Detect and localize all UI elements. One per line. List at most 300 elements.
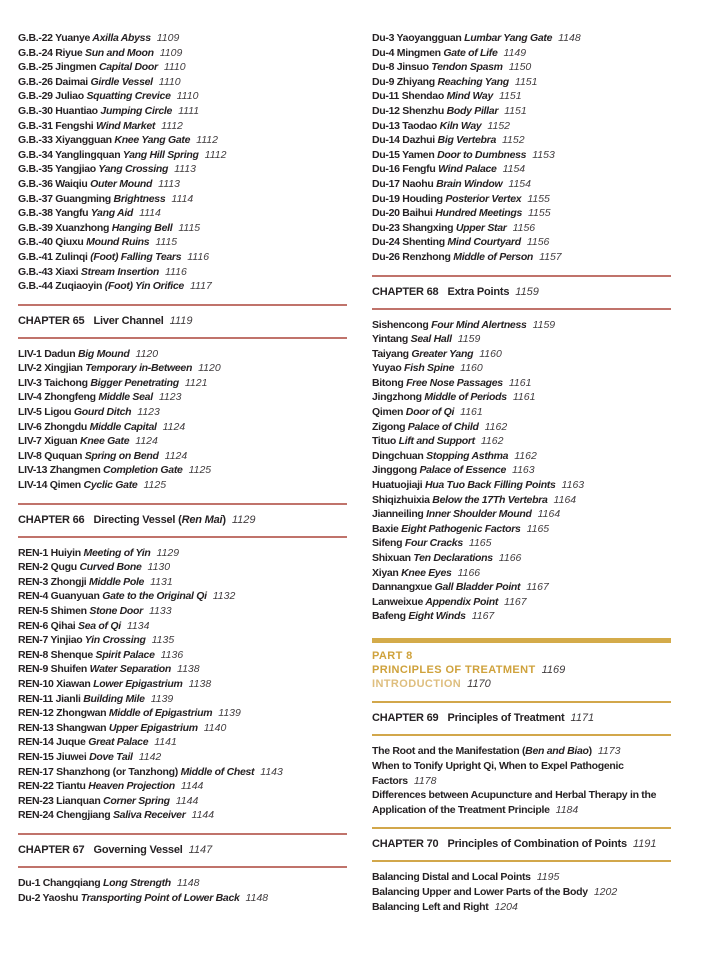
- entry-label: Du-24 Shenting: [372, 236, 445, 249]
- toc-entry: [372, 89, 671, 104]
- entry-label: Shiqizhuixia: [372, 493, 430, 506]
- toc-entry: [18, 60, 347, 75]
- entry-subtitle: Yang Hill Spring: [120, 148, 199, 161]
- toc-entry: [18, 721, 347, 736]
- entry-page-number: 1167: [504, 595, 527, 608]
- entry-label: Yuyao: [372, 362, 402, 375]
- entry-page-number: 1138: [177, 663, 200, 676]
- toc-entry: [18, 648, 347, 663]
- entry-subtitle: Middle of Chest: [177, 765, 255, 778]
- entry-label: Du-19 Houding: [372, 192, 443, 205]
- entry-label: LIV-8 Ququan: [18, 449, 83, 462]
- entry-label: Taiyang: [372, 347, 409, 360]
- entry-page-number: 1165: [468, 537, 492, 550]
- entry-subtitle: Mind Way: [443, 90, 493, 103]
- entry-label: REN-7 Yinjiao: [18, 634, 83, 647]
- entry-label: REN-6 Qihai: [18, 619, 76, 632]
- entry-label: Du-13 Taodao: [372, 119, 438, 132]
- toc-entry: [18, 876, 347, 891]
- toc-entry: [372, 75, 671, 90]
- part-heading: [372, 638, 671, 691]
- entry-page-number: 1154: [508, 177, 531, 190]
- entry-page-number: 1163: [512, 464, 535, 477]
- toc-entry: [372, 478, 671, 493]
- toc-entry: [18, 279, 347, 294]
- toc-entry: [18, 119, 347, 134]
- entry-subtitle: Brain Window: [433, 177, 503, 190]
- toc-entry: [18, 192, 347, 207]
- entry-subtitle: Axilla Abyss: [90, 32, 151, 44]
- entry-subtitle: Long Strength: [100, 876, 171, 889]
- toc-entry: [372, 60, 671, 75]
- entry-page-number: 1148: [176, 876, 200, 889]
- entry-page-number: 1133: [148, 605, 172, 617]
- toc-entry: [372, 361, 671, 376]
- part-page-number: 1169: [541, 663, 566, 676]
- toc-entry: [372, 162, 671, 177]
- entry-label: REN-22 Tiantu: [18, 780, 86, 793]
- entry-label: Balancing Distal and Local Points: [372, 871, 531, 884]
- entry-page-number: 1142: [138, 750, 162, 763]
- entry-page-number: 1115: [178, 221, 201, 234]
- entry-subtitle: Middle Capital: [87, 420, 157, 433]
- entry-subtitle: Cyclic Gate: [80, 479, 138, 492]
- part-label: PART 8: [372, 649, 413, 662]
- entry-subtitle: Reaching Yang: [434, 75, 509, 88]
- entry-label: Du-16 Fengfu: [372, 163, 436, 176]
- entry-label: G.B.-22 Yuanye: [18, 32, 91, 44]
- entry-page-number: 1161: [512, 391, 536, 404]
- entry-label: Dannangxue: [372, 581, 433, 594]
- entry-subtitle: Saliva Receiver: [110, 809, 186, 822]
- entry-subtitle: Stream Insertion: [78, 265, 159, 278]
- toc-entry: [372, 250, 671, 265]
- entry-page-number: 1112: [204, 148, 227, 161]
- chapter-label: CHAPTER 69: [372, 712, 439, 725]
- entry-page-number: 1123: [158, 391, 182, 404]
- entry-label: Jianneiling: [372, 508, 424, 521]
- toc-entry: [18, 206, 347, 221]
- entry-subtitle: Squatting Crevice: [83, 90, 171, 103]
- entry-label: Du-1 Changqiang: [18, 876, 101, 889]
- entry-subtitle: Door to Dumbness: [434, 148, 527, 161]
- toc-entry: [18, 589, 347, 604]
- entry-label: REN-15 Jiuwei: [18, 750, 87, 763]
- toc-entry: [18, 376, 347, 391]
- entry-page-number: 1112: [196, 134, 218, 147]
- toc-entry: [372, 434, 671, 449]
- entry-page-number: 1110: [158, 75, 181, 88]
- entry-page-number: 1130: [147, 561, 171, 574]
- entry-subtitle: Curved Bone: [76, 561, 142, 574]
- entry-page-number: 1162: [484, 420, 508, 433]
- entry-label: LIV-7 Xiguan: [18, 435, 78, 448]
- entry-subtitle: Upper Star: [453, 221, 507, 234]
- entry-page-number: 1135: [151, 634, 175, 647]
- entry-page-number: 1109: [156, 32, 180, 44]
- entry-label: REN-23 Lianquan: [18, 794, 101, 807]
- chapter-title: Principles of Treatment: [447, 712, 565, 725]
- entry-page-number: 1144: [175, 794, 199, 807]
- entry-page-number: 1160: [479, 347, 502, 360]
- entry-subtitle: Yin Crossing: [82, 634, 146, 647]
- chapter-title: Governing Vessel: [93, 843, 183, 856]
- entry-subtitle: Hundred Meetings: [432, 207, 522, 220]
- toc-entry: [18, 361, 347, 376]
- entry-page-number: 1166: [498, 552, 522, 564]
- entry-subtitle: Middle Seal: [95, 391, 153, 404]
- toc-entry: [372, 900, 671, 915]
- entry-label: Dingchuan: [372, 449, 424, 462]
- toc-entry: [18, 390, 347, 405]
- entry-page-number: 1155: [527, 207, 551, 220]
- chapter-label: CHAPTER 68: [372, 285, 439, 298]
- entry-subtitle: Gourd Ditch: [71, 406, 132, 419]
- entry-label: REN-8 Shenque: [18, 648, 93, 661]
- entry-label: Balancing Left and Right: [372, 900, 489, 913]
- toc-column-left: [18, 31, 347, 905]
- toc-entry: [372, 390, 671, 405]
- toc-entry: [372, 133, 671, 148]
- entry-label: Shixuan: [372, 552, 411, 564]
- toc-entry: [18, 177, 347, 192]
- entry-page-number: 1109: [159, 46, 183, 59]
- entry-label: LIV-13 Zhangmen: [18, 464, 101, 477]
- toc-entry: [18, 677, 347, 692]
- toc-entry: [18, 265, 347, 280]
- entry-subtitle: Capital Door: [96, 61, 158, 74]
- entry-label: REN-13 Shangwan: [18, 721, 107, 734]
- entry-page-number: 1148: [245, 891, 269, 904]
- entry-subtitle: Outer Mound: [87, 177, 153, 190]
- toc-entry: [18, 706, 347, 721]
- toc-entry: [18, 794, 347, 809]
- entry-label: REN-4 Guanyuan: [18, 590, 100, 603]
- chapter-heading: [372, 701, 671, 736]
- toc-entry: [18, 449, 347, 464]
- entry-label: LIV-6 Zhongdu: [18, 420, 88, 433]
- entry-page-number: 1173: [597, 745, 621, 758]
- toc-entry: [372, 551, 671, 566]
- toc-entry: [18, 779, 347, 794]
- entry-label: REN-9 Shuifen: [18, 663, 88, 676]
- entry-page-number: 1131: [150, 575, 173, 588]
- toc-entry: [372, 507, 671, 522]
- entry-subtitle: Mind Courtyard: [444, 236, 521, 249]
- entry-subtitle: Fish Spine: [401, 362, 455, 375]
- chapter-title: Extra Points: [447, 285, 510, 298]
- entry-page-number: 1162: [514, 449, 537, 462]
- entry-subtitle: Seal Hall: [408, 333, 452, 346]
- entry-page-number: 1164: [537, 508, 561, 521]
- entry-page-number: 1159: [532, 318, 556, 331]
- entry-subtitle: (Foot) Falling Tears: [87, 250, 182, 263]
- entry-subtitle: Middle Pole: [86, 575, 145, 588]
- toc-entry: [18, 575, 347, 590]
- entry-label: Du-14 Dazhui: [372, 134, 435, 147]
- toc-entry: [18, 765, 347, 780]
- chapter-label: CHAPTER 67: [18, 843, 85, 856]
- toc-entry: [372, 221, 671, 236]
- entry-label: G.B.-25 Jingmen: [18, 61, 97, 74]
- toc-entry: [372, 870, 671, 885]
- entry-subtitle: Big Vertebra: [434, 134, 496, 147]
- entry-page-number: 1110: [163, 61, 186, 74]
- entry-label: Yintang: [372, 333, 409, 346]
- entry-label: LIV-3 Taichong: [18, 376, 88, 389]
- chapter-page-number: 1129: [231, 513, 256, 526]
- entry-label: Huatuojiaji: [372, 479, 423, 492]
- entry-label: G.B.-41 Zulinqi: [18, 250, 88, 263]
- toc-entry-group: [372, 870, 671, 914]
- entry-page-number: 1115: [155, 236, 178, 249]
- entry-subtitle: Lift and Support: [395, 435, 475, 448]
- toc-entry: [18, 662, 347, 677]
- entry-page-number: 1124: [135, 435, 158, 448]
- toc-entry: [372, 609, 671, 624]
- entry-subtitle: Four Mind Alertness: [428, 318, 527, 331]
- entry-subtitle: Stone Door: [86, 605, 143, 617]
- entry-subtitle: Tendon Spasm: [428, 61, 503, 74]
- entry-label: REN-10 Xiawan: [18, 677, 91, 690]
- entry-subtitle: Body Pillar: [443, 104, 499, 117]
- entry-page-number: 1143: [260, 765, 283, 778]
- entry-label: REN-12 Zhongwan: [18, 707, 107, 720]
- entry-label: REN-24 Chengjiang: [18, 809, 111, 822]
- entry-label: LIV-2 Xingjian: [18, 362, 83, 375]
- entry-page-number: 1150: [508, 61, 532, 74]
- toc-entry: [18, 31, 347, 46]
- chapter-label: CHAPTER 66: [18, 513, 85, 526]
- entry-page-number: 1116: [164, 265, 187, 278]
- entry-label: LIV-14 Qimen: [18, 479, 81, 492]
- toc-entry: [18, 250, 347, 265]
- entry-label: G.B.-44 Zuqiaoyin: [18, 280, 103, 293]
- toc-entry: [18, 405, 347, 420]
- toc-entry: [18, 133, 347, 148]
- entry-page-number: 1124: [162, 420, 186, 433]
- entry-label: G.B.-34 Yanglingquan: [18, 148, 121, 161]
- toc-entry: [18, 162, 347, 177]
- entry-label: Xiyan: [372, 566, 399, 579]
- toc-entry: [372, 347, 671, 362]
- chapter-page-number: 1147: [188, 843, 213, 856]
- toc-entry: [18, 735, 347, 750]
- toc-entry: [372, 759, 671, 788]
- entry-subtitle: Girdle Vessel: [87, 75, 153, 88]
- entry-page-number: 1204: [494, 900, 518, 913]
- entry-subtitle: Bigger Penetrating: [87, 376, 179, 389]
- toc-entry: [18, 75, 347, 90]
- toc-entry: [18, 808, 347, 823]
- entry-page-number: 1156: [512, 221, 536, 234]
- entry-subtitle: Mound Ruins: [83, 236, 150, 249]
- toc-entry: [372, 463, 671, 478]
- entry-subtitle: Heaven Projection: [85, 780, 175, 793]
- toc-entry: [18, 546, 347, 561]
- entry-subtitle: Palace of Child: [405, 420, 479, 433]
- entry-page-number: 1114: [171, 192, 194, 205]
- part-introduction: INTRODUCTION 1170: [372, 677, 491, 690]
- entry-page-number: 1113: [174, 163, 196, 176]
- entry-label: LIV-5 Ligou: [18, 406, 72, 419]
- entry-subtitle: Appendix Point: [423, 595, 499, 608]
- entry-label: REN-5 Shimen: [18, 605, 87, 617]
- toc-entry: [372, 376, 671, 391]
- toc-entry: [18, 633, 347, 648]
- entry-label: G.B.-24 Riyue: [18, 46, 83, 59]
- entry-subtitle: Big Mound: [75, 347, 130, 360]
- entry-page-number: 1117: [189, 280, 212, 293]
- entry-label: REN-11 Jianli: [18, 692, 81, 705]
- entry-subtitle: Middle of Periods: [421, 391, 507, 404]
- entry-label: Jingzhong: [372, 391, 422, 404]
- entry-subtitle: Hua Tuo Back Filling Points: [422, 479, 556, 492]
- toc-entry: [372, 566, 671, 581]
- entry-label: Du-26 Renzhong: [372, 250, 451, 263]
- entry-page-number: 1124: [164, 449, 188, 462]
- entry-subtitle: Gate to the Original Qi: [99, 590, 207, 603]
- entry-label: LIV-1 Dadun: [18, 347, 76, 360]
- entry-subtitle: Building Mile: [80, 692, 145, 705]
- entry-label: Lanweixue: [372, 595, 423, 608]
- entry-subtitle: Upper Epigastrium: [106, 721, 198, 734]
- toc-entry: [372, 420, 671, 435]
- entry-label: G.B.-43 Xiaxi: [18, 265, 79, 278]
- entry-label: Qimen: [372, 406, 404, 419]
- toc-entry: [372, 449, 671, 464]
- entry-page-number: 1112: [161, 119, 183, 132]
- entry-label: Bafeng: [372, 610, 406, 623]
- entry-label: Du-20 Baihui: [372, 207, 433, 220]
- entry-subtitle: Ben and Biao: [525, 745, 589, 758]
- entry-page-number: 1120: [198, 362, 221, 375]
- toc-entry: [372, 788, 671, 817]
- part-title: PRINCIPLES OF TREATMENT 1169: [372, 663, 566, 676]
- entry-subtitle: Spring on Bend: [82, 449, 159, 462]
- entry-page-number: 1155: [527, 192, 550, 205]
- entry-subtitle: Yang Aid: [88, 207, 134, 220]
- chapter-heading: [18, 833, 347, 868]
- entry-page-number: 1132: [212, 590, 236, 603]
- toc-entry: [372, 332, 671, 347]
- entry-label: Bitong: [372, 376, 404, 389]
- entry-page-number: 1161: [460, 406, 483, 419]
- toc-entry: [372, 206, 671, 221]
- entry-subtitle: Greater Yang: [408, 347, 474, 360]
- toc-entry-group: [18, 31, 347, 294]
- entry-page-number: 1144: [180, 780, 204, 793]
- toc-entry: [372, 104, 671, 119]
- toc-entry-group: [18, 347, 347, 493]
- chapter-label: CHAPTER 70: [372, 838, 439, 851]
- toc-entry: [372, 235, 671, 250]
- toc-entry: [372, 148, 671, 163]
- toc-entry: [372, 580, 671, 595]
- entry-label: REN-2 Qugu: [18, 561, 77, 574]
- entry-label: Du-11 Shendao: [372, 90, 444, 103]
- entry-page-number: 1125: [143, 479, 167, 492]
- entry-label: Du-2 Yaoshu: [18, 891, 79, 904]
- entry-subtitle: (Foot) Yin Orifice: [102, 280, 184, 293]
- entry-label: Du-15 Yamen: [372, 148, 435, 161]
- entry-page-number: 1161: [508, 376, 532, 389]
- toc-entry: [372, 318, 671, 333]
- toc-entry: [18, 420, 347, 435]
- entry-label: G.B.-31 Fengshi: [18, 119, 94, 132]
- chapter-page-number: 1171: [570, 712, 595, 725]
- entry-page-number: 1167: [526, 581, 549, 594]
- entry-label: Jinggong: [372, 464, 417, 477]
- entry-label: Zigong: [372, 420, 406, 433]
- entry-subtitle: Sea of Qi: [75, 619, 121, 632]
- entry-subtitle: Wind Market: [93, 119, 156, 132]
- toc-entry: [372, 885, 671, 900]
- entry-subtitle: Kiln Way: [437, 119, 482, 132]
- entry-subtitle: Door of Qi: [403, 406, 455, 419]
- entry-label: G.B.-37 Guangming: [18, 192, 111, 205]
- entry-page-number: 1129: [156, 546, 180, 559]
- entry-page-number: 1163: [561, 479, 585, 492]
- chapter-page-number: 1191: [632, 838, 657, 851]
- entry-subtitle: Knee Eyes: [398, 566, 452, 579]
- entry-page-number: 1154: [502, 163, 526, 176]
- toc-entry-group: [18, 546, 347, 823]
- entry-page-number: 1202: [593, 885, 618, 898]
- entry-label: Du-17 Naohu: [372, 177, 434, 190]
- toc-entry: [18, 89, 347, 104]
- entry-label: Balancing Upper and Lower Parts of the Body: [372, 885, 588, 898]
- entry-page-number: 1140: [203, 721, 227, 734]
- chapter-title: Liver Channel: [93, 314, 164, 327]
- entry-label: Sishencong: [372, 318, 429, 331]
- entry-subtitle: Eight Pathogenic Factors: [398, 522, 521, 535]
- toc-entry: [372, 405, 671, 420]
- entry-label: Du-12 Shenzhu: [372, 104, 444, 117]
- toc-entry: [18, 478, 347, 493]
- toc-entry: [372, 177, 671, 192]
- entry-subtitle: Below the 17Th Vertebra: [429, 493, 548, 506]
- toc-entry: [18, 750, 347, 765]
- entry-page-number: 1134: [126, 619, 150, 632]
- entry-page-number: 1141: [154, 736, 177, 749]
- introduction-page-number: 1170: [467, 677, 491, 690]
- toc-entry: [372, 192, 671, 207]
- entry-page-number: 1159: [457, 333, 481, 346]
- entry-label: Du-4 Mingmen: [372, 46, 441, 59]
- entry-subtitle: Completion Gate: [100, 464, 183, 477]
- entry-subtitle: Water Separation: [87, 663, 172, 676]
- entry-label: G.B.-35 Yangjiao: [18, 163, 96, 176]
- toc-entry: [372, 493, 671, 508]
- entry-page-number: 1139: [150, 692, 174, 705]
- entry-page-number: 1113: [158, 177, 180, 190]
- toc-entry: [372, 31, 671, 46]
- chapter-heading: [18, 503, 347, 538]
- entry-label: G.B.-38 Yangfu: [18, 207, 89, 220]
- entry-label: G.B.-29 Juliao: [18, 90, 84, 103]
- entry-page-number: 1178: [413, 774, 437, 787]
- entry-subtitle: Temporary in-Between: [82, 362, 193, 375]
- toc-entry-group: [18, 876, 347, 905]
- entry-label: REN-1 Huiyin: [18, 546, 81, 559]
- entry-page-number: 1121: [184, 376, 208, 389]
- entry-label: REN-17 Shanzhong (or Tanzhong): [18, 765, 178, 778]
- entry-page-number: 1184: [555, 803, 579, 816]
- chapter-title-suffix: ): [222, 513, 226, 526]
- entry-subtitle: Hanging Bell: [109, 221, 173, 234]
- chapter-page-number: 1119: [169, 314, 193, 327]
